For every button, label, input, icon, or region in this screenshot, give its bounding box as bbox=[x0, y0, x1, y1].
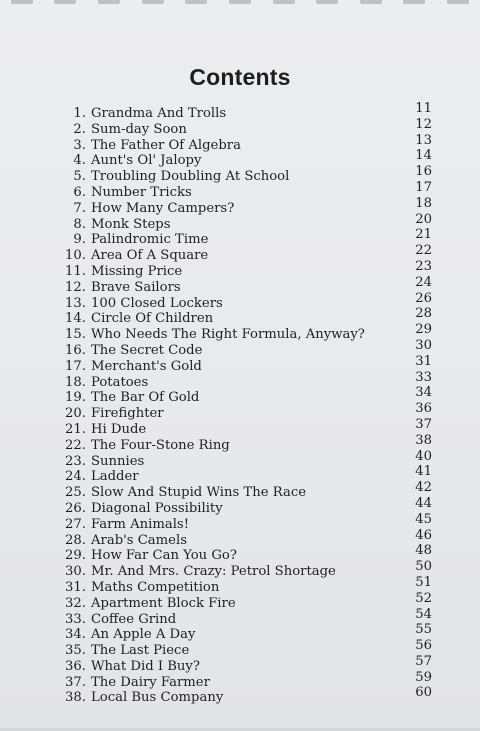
toc-entry-number: 7. bbox=[73, 200, 86, 216]
toc-entry-title: Missing Price bbox=[91, 263, 183, 279]
toc-entry-number: 12. bbox=[65, 279, 86, 295]
toc-entry-number: 29. bbox=[65, 548, 86, 564]
toc-entry bbox=[0, 574, 480, 596]
toc-entry-number: 38. bbox=[65, 690, 86, 706]
toc-entry-title: An Apple A Day bbox=[91, 627, 196, 643]
toc-entry-title: Farm Animals! bbox=[91, 516, 190, 532]
toc-entry-number: 22. bbox=[65, 437, 86, 453]
toc-entry-page-number: 18 bbox=[415, 195, 432, 211]
toc-entry-title: Area Of A Square bbox=[91, 248, 209, 264]
toc-entry-title: Monk Steps bbox=[91, 216, 171, 232]
toc-entry bbox=[0, 290, 480, 312]
toc-entry-title: The Bar Of Gold bbox=[91, 390, 200, 406]
toc-entry-number: 26. bbox=[65, 500, 86, 516]
toc-entry-number: 32. bbox=[65, 595, 86, 611]
toc-entry-number: 17. bbox=[65, 358, 86, 374]
toc-entry bbox=[0, 101, 480, 122]
toc-entry-title: Arab's Camels bbox=[91, 532, 187, 548]
toc-entry-page-number: 36 bbox=[415, 401, 432, 417]
toc-entry-page-number: 30 bbox=[415, 337, 432, 353]
toc-entry-number: 5. bbox=[73, 169, 86, 185]
toc-entry-title: Maths Competition bbox=[91, 579, 220, 595]
toc-entry-number: 36. bbox=[65, 658, 86, 674]
toc-entry-page-number: 17 bbox=[415, 179, 432, 195]
toc-entry-page-number: 59 bbox=[415, 669, 432, 685]
toc-entry-page-number: 12 bbox=[415, 116, 432, 132]
toc-entry bbox=[0, 685, 480, 706]
toc-entry-number: 16. bbox=[65, 342, 86, 358]
toc-entry bbox=[0, 148, 480, 169]
toc-entry bbox=[0, 164, 480, 185]
toc-entry bbox=[0, 258, 480, 280]
toc-entry-page-number: 24 bbox=[415, 274, 432, 290]
toc-entry-title: The Dairy Farmer bbox=[91, 674, 210, 690]
toc-entry-title: Hi Dude bbox=[91, 421, 147, 437]
toc-entry-title: Coffee Grind bbox=[91, 611, 177, 627]
toc-entry-title: 100 Closed Lockers bbox=[91, 295, 223, 311]
toc-entry-title: Firefighter bbox=[91, 406, 164, 422]
toc-entry-number: 3. bbox=[73, 137, 86, 153]
toc-entry-page-number: 45 bbox=[415, 511, 432, 527]
toc-entry bbox=[0, 401, 480, 422]
toc-entry bbox=[0, 559, 480, 580]
toc-entry-page-number: 21 bbox=[415, 227, 432, 243]
toc-entry-number: 19. bbox=[65, 390, 86, 406]
toc-entry-page-number: 50 bbox=[415, 559, 432, 575]
toc-entry bbox=[0, 590, 480, 612]
toc-entry-page-number: 34 bbox=[415, 385, 432, 401]
toc-entry bbox=[0, 495, 480, 517]
toc-entry-title: The Last Piece bbox=[91, 643, 190, 659]
toc-entry-page-number: 60 bbox=[415, 685, 432, 701]
toc-entry-title: Local Bus Company bbox=[91, 690, 224, 706]
toc-entry-title: The Four-Stone Ring bbox=[91, 437, 230, 453]
toc-entry-page-number: 56 bbox=[415, 638, 432, 654]
toc-entry bbox=[0, 543, 480, 564]
toc-entry bbox=[0, 511, 480, 533]
toc-entry-page-number: 28 bbox=[415, 306, 432, 322]
toc-entry bbox=[0, 622, 480, 643]
toc-entry bbox=[0, 274, 480, 296]
toc-entry-title: Aunt's Ol' Jalopy bbox=[91, 153, 202, 169]
toc-entry-number: 34. bbox=[65, 627, 86, 643]
toc-entry-number: 28. bbox=[65, 532, 86, 548]
toc-entry-title: Troubling Doubling At School bbox=[91, 169, 290, 185]
toc-entry-page-number: 51 bbox=[415, 574, 432, 590]
toc-entry-page-number: 52 bbox=[415, 590, 432, 606]
toc-entry bbox=[0, 638, 480, 659]
toc-entry-number: 24. bbox=[65, 469, 86, 485]
toc-entry-number: 8. bbox=[73, 216, 86, 232]
toc-entry bbox=[0, 369, 480, 391]
toc-entry bbox=[0, 480, 480, 501]
toc-entry-title: Diagonal Possibility bbox=[91, 500, 223, 516]
toc-entry-page-number: 48 bbox=[415, 543, 432, 559]
toc-entry bbox=[0, 353, 480, 375]
toc-entry-title: The Secret Code bbox=[91, 342, 203, 358]
toc-entry-page-number: 11 bbox=[415, 101, 432, 116]
page-title: Contents bbox=[189, 64, 291, 90]
toc-entry-page-number: 37 bbox=[415, 416, 432, 432]
toc-entry-page-number: 23 bbox=[415, 258, 432, 274]
toc-entry-title: Slow And Stupid Wins The Race bbox=[91, 485, 307, 501]
toc-entry-title: Merchant's Gold bbox=[91, 358, 202, 374]
toc-entry-number: 35. bbox=[65, 643, 86, 659]
toc-entry-title: How Many Campers? bbox=[91, 200, 235, 216]
toc-entry-number: 30. bbox=[65, 564, 86, 580]
toc-entry-number: 10. bbox=[65, 248, 86, 264]
toc-entry-number: 27. bbox=[65, 516, 86, 532]
toc-entry-page-number: 33 bbox=[415, 369, 432, 385]
toc-entry bbox=[0, 116, 480, 138]
toc-entry-title: Number Tricks bbox=[91, 184, 192, 200]
toc-entry bbox=[0, 227, 480, 248]
toc-entry-title: Who Needs The Right Formula, Anyway? bbox=[91, 327, 365, 343]
toc-entry bbox=[0, 527, 480, 549]
toc-entry-page-number: 20 bbox=[415, 211, 432, 227]
toc-entry-page-number: 26 bbox=[415, 290, 432, 306]
toc-entry-number: 11. bbox=[65, 263, 86, 279]
toc-entry-title: Palindromic Time bbox=[91, 232, 209, 248]
toc-entry-page-number: 38 bbox=[415, 432, 432, 448]
toc-entry-number: 18. bbox=[65, 374, 86, 390]
toc-entry-title: Ladder bbox=[91, 469, 139, 485]
toc-entry bbox=[0, 606, 480, 628]
toc-entry bbox=[0, 195, 480, 217]
toc-entry bbox=[0, 464, 480, 485]
toc-entry-number: 13. bbox=[65, 295, 86, 311]
toc-entry bbox=[0, 653, 480, 675]
toc-entry-page-number: 13 bbox=[415, 132, 432, 148]
toc-entry bbox=[0, 322, 480, 343]
toc-entry bbox=[0, 211, 480, 233]
toc-entry-title: Apartment Block Fire bbox=[91, 595, 236, 611]
table-of-contents bbox=[0, 101, 480, 706]
toc-entry-page-number: 55 bbox=[415, 622, 432, 638]
toc-entry-number: 37. bbox=[65, 674, 86, 690]
toc-entry-page-number: 31 bbox=[415, 353, 432, 369]
toc-entry-page-number: 57 bbox=[415, 653, 432, 669]
toc-entry-title: How Far Can You Go? bbox=[91, 548, 237, 564]
toc-entry-page-number: 22 bbox=[415, 243, 432, 259]
toc-entry bbox=[0, 385, 480, 406]
toc-entry bbox=[0, 132, 480, 154]
toc-entry-title: Brave Sailors bbox=[91, 279, 181, 295]
toc-entry-number: 14. bbox=[65, 311, 86, 327]
toc-entry bbox=[0, 448, 480, 470]
toc-entry bbox=[0, 337, 480, 359]
toc-entry bbox=[0, 669, 480, 691]
toc-entry bbox=[0, 432, 480, 454]
toc-entry-number: 6. bbox=[73, 184, 86, 200]
toc-entry-page-number: 40 bbox=[415, 448, 432, 464]
toc-entry-title: Potatoes bbox=[91, 374, 149, 390]
toc-entry-page-number: 42 bbox=[415, 480, 432, 496]
toc-entry-title: Sum-day Soon bbox=[91, 121, 187, 137]
toc-entry-title: What Did I Buy? bbox=[91, 658, 200, 674]
toc-entry-number: 1. bbox=[73, 106, 86, 121]
toc-entry-number: 25. bbox=[65, 485, 86, 501]
toc-entry-title: Mr. And Mrs. Crazy: Petrol Shortage bbox=[91, 564, 336, 580]
toc-entry-title: Grandma And Trolls bbox=[91, 106, 227, 121]
toc-entry-number: 23. bbox=[65, 453, 86, 469]
toc-entry-page-number: 14 bbox=[415, 148, 432, 164]
binding-edge bbox=[0, 0, 480, 6]
toc-entry-number: 15. bbox=[65, 327, 86, 343]
toc-entry-title: Sunnies bbox=[91, 453, 145, 469]
toc-entry-page-number: 44 bbox=[415, 495, 432, 511]
toc-entry-number: 2. bbox=[73, 121, 86, 137]
toc-entry-page-number: 41 bbox=[415, 464, 432, 480]
toc-entry-number: 21. bbox=[65, 421, 86, 437]
toc-entry-number: 31. bbox=[65, 579, 86, 595]
toc-entry-number: 33. bbox=[65, 611, 86, 627]
toc-entry-title: Circle Of Children bbox=[91, 311, 214, 327]
toc-entry-number: 4. bbox=[73, 153, 86, 169]
toc-entry-page-number: 54 bbox=[415, 606, 432, 622]
toc-entry bbox=[0, 243, 480, 264]
toc-entry-page-number: 16 bbox=[415, 164, 432, 180]
toc-entry bbox=[0, 416, 480, 438]
toc-entry bbox=[0, 306, 480, 327]
toc-entry-title: The Father Of Algebra bbox=[91, 137, 241, 153]
toc-entry-number: 20. bbox=[65, 406, 86, 422]
toc-entry bbox=[0, 179, 480, 201]
toc-entry-number: 9. bbox=[73, 232, 86, 248]
toc-entry-page-number: 29 bbox=[415, 322, 432, 338]
toc-entry-page-number: 46 bbox=[415, 527, 432, 543]
